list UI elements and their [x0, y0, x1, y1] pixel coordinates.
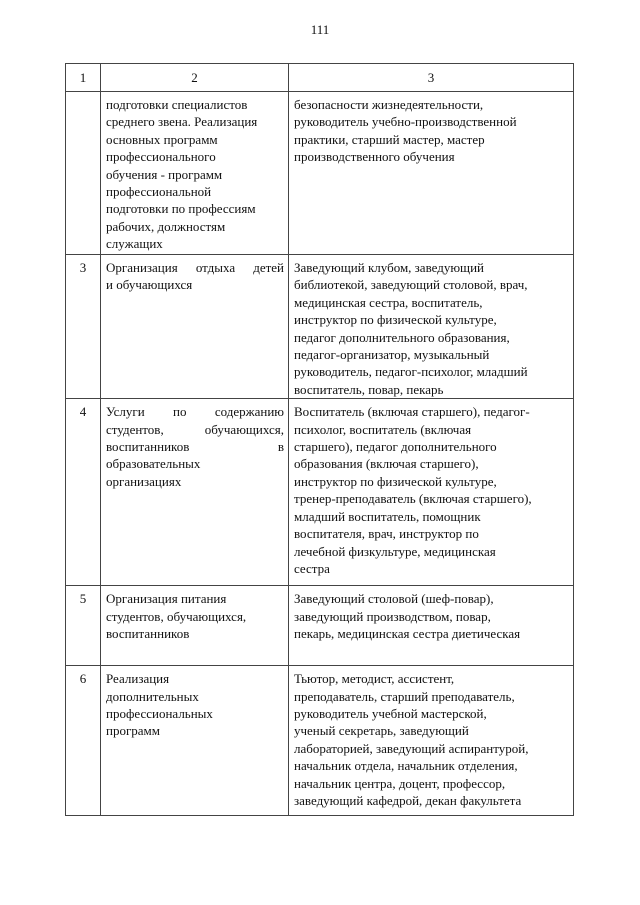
staff-line: библиотекой, заведующий столовой, врач, [294, 277, 528, 293]
table-row [66, 586, 574, 666]
area-line: среднего звена. Реализация [106, 114, 258, 130]
table-row [66, 255, 574, 399]
activity-area [101, 666, 289, 816]
staff-line: инструктор по физической культуре, [294, 473, 497, 489]
area-line: Реализация [106, 671, 170, 687]
positions-table [65, 63, 574, 816]
staff-line: младший воспитатель, помощник [294, 508, 481, 524]
staff-line: руководитель, педагог-психолог, младший [294, 364, 528, 380]
staff-line: образования (включая старшего), [294, 456, 479, 472]
staff-line: руководитель учебно-производственной [294, 114, 517, 130]
area-line: Организация отдыха детей [106, 260, 284, 275]
table-header-row [66, 64, 574, 92]
staff-line: воспитатель, повар, пекарь [294, 381, 444, 397]
header-col-3: 3 [289, 64, 574, 92]
staff-positions [289, 666, 574, 816]
staff-positions [289, 92, 574, 255]
staff-line: Воспитатель (включая старшего), педагог- [294, 404, 530, 420]
staff-line: Заведующий клубом, заведующий [294, 260, 484, 275]
activity-area [101, 399, 289, 586]
row-number: 3 [66, 255, 101, 399]
area-line: организациях [106, 473, 182, 489]
staff-line: медицинская сестра, воспитатель, [294, 294, 483, 310]
area-line: Организация питания [106, 591, 227, 607]
staff-line: педагог-организатор, музыкальный [294, 347, 490, 363]
area-line: основных программ [106, 131, 218, 147]
row-number: 6 [66, 666, 101, 816]
area-line: подготовки специалистов [106, 97, 248, 112]
staff-line: старшего), педагог дополнительного [294, 439, 497, 455]
staff-line: руководитель учебной мастерской, [294, 706, 487, 722]
staff-line: Тьютор, методист, ассистент, [294, 671, 455, 687]
area-line: воспитанников в [106, 439, 284, 455]
staff-line: Заведующий столовой (шеф-повар), [294, 591, 494, 607]
area-line: программ [106, 723, 161, 739]
area-line: студентов, обучающихся, [106, 608, 247, 624]
staff-line: безопасности жизнедеятельности, [294, 97, 484, 112]
staff-line: ученый секретарь, заведующий [294, 723, 469, 739]
activity-area [101, 255, 289, 399]
area-line: дополнительных [106, 688, 199, 704]
staff-line: производственного обучения [294, 149, 455, 165]
area-line: образовательных [106, 456, 201, 472]
area-line: и обучающихся [106, 277, 193, 293]
area-line: профессиональных [106, 706, 213, 722]
area-line: подготовки по профессиям [106, 201, 256, 217]
staff-line: пекарь, медицинская сестра диетическая [294, 626, 521, 642]
area-line: профессионального [106, 149, 216, 165]
area-line: воспитанников [106, 626, 190, 642]
staff-line: психолог, воспитатель (включая [294, 421, 472, 437]
staff-line: начальник центра, доцент, профессор, [294, 775, 506, 791]
staff-line: практики, старший мастер, мастер [294, 131, 485, 147]
area-line: студентов, обучающихся, [106, 421, 284, 437]
staff-positions [289, 399, 574, 586]
area-line: служащих [106, 236, 163, 252]
page-number: 111 [310, 22, 330, 37]
area-line: профессиональной [106, 184, 212, 200]
activity-area [101, 92, 289, 255]
staff-line: лечебной физкультуре, медицинская [294, 543, 496, 559]
staff-line: воспитателя, врач, инструктор по [294, 526, 479, 542]
row-number: 4 [66, 399, 101, 586]
row-number [66, 92, 101, 255]
area-line: Услуги по содержанию [106, 404, 284, 420]
staff-line: педагог дополнительного образования, [294, 329, 510, 345]
table-row [66, 399, 574, 586]
activity-area [101, 586, 289, 666]
staff-line: начальник отдела, начальник отделения, [294, 758, 518, 774]
staff-line: заведующий производством, повар, [294, 608, 491, 624]
staff-positions [289, 255, 574, 399]
staff-line: преподаватель, старший преподаватель, [294, 688, 515, 704]
staff-positions [289, 586, 574, 666]
table-row [66, 666, 574, 816]
staff-line: сестра [294, 560, 330, 576]
staff-line: тренер-преподаватель (включая старшего), [294, 491, 532, 507]
row-number: 5 [66, 586, 101, 666]
header-col-2: 2 [101, 64, 289, 92]
staff-line: лабораторией, заведующий аспирантурой, [294, 740, 529, 756]
header-col-1: 1 [66, 64, 101, 92]
area-line: рабочих, должностям [106, 218, 226, 234]
area-line: обучения - программ [106, 166, 223, 182]
table-row [66, 92, 574, 255]
staff-line: заведующий кафедрой, декан факультета [294, 793, 522, 809]
staff-line: инструктор по физической культуре, [294, 312, 497, 328]
